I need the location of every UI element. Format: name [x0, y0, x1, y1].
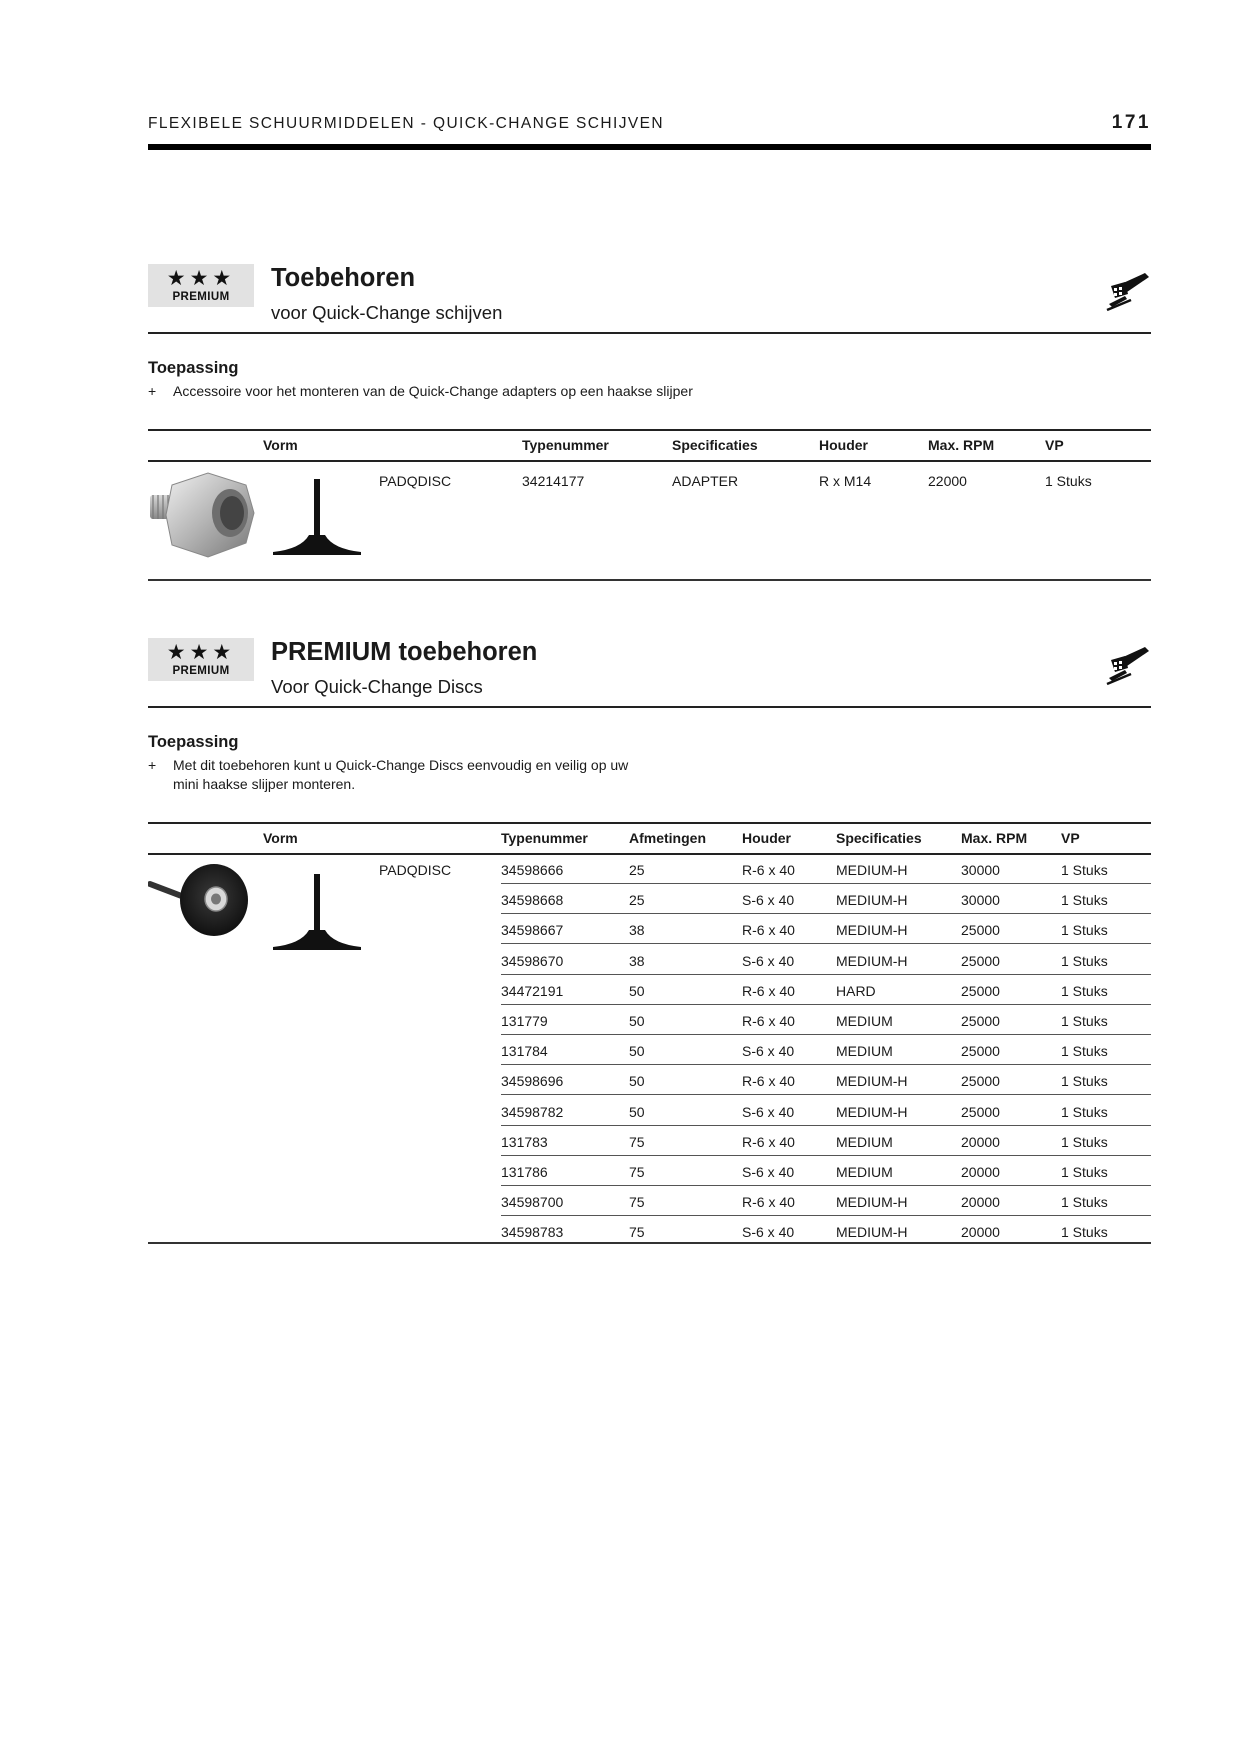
- cell-typenummer: 34214177: [522, 473, 585, 489]
- cell-afmetingen: 50: [629, 1073, 645, 1090]
- cell-specificaties: MEDIUM-H: [836, 1103, 908, 1120]
- section-rule: [148, 706, 1151, 708]
- cell-specificaties: MEDIUM: [836, 1013, 893, 1029]
- row-divider: [501, 1215, 1151, 1216]
- cell-vp: 1 Stuks: [1061, 1013, 1108, 1029]
- col-header-max-rpm: Max. RPM: [961, 830, 1028, 846]
- cell-vp: 1 Stuks: [1061, 1133, 1108, 1150]
- row-divider: [501, 883, 1151, 884]
- application-item: [148, 756, 643, 793]
- stars-icon: ★★★: [166, 266, 236, 290]
- cell-houder: S-6 x 40: [742, 892, 795, 909]
- application-text: Accessoire voor het monteren van de Quick-Change adapters op een haakse slijper: [173, 383, 693, 399]
- cell-afmetingen: 50: [629, 1013, 645, 1029]
- cell-vp: 1 Stuks: [1061, 1164, 1108, 1180]
- angle-grinder-icon: [1105, 270, 1151, 312]
- col-header-vp: VP: [1061, 830, 1080, 846]
- cell-houder: S-6 x 40: [742, 1103, 795, 1120]
- cell-afmetingen: 25: [629, 862, 645, 878]
- cell-houder: S-6 x 40: [742, 952, 795, 969]
- cell-specificaties: ADAPTER: [672, 473, 739, 489]
- cell-max-rpm: 20000: [961, 1224, 1000, 1241]
- cell-houder: R-6 x 40: [742, 1013, 795, 1029]
- cell-typenummer: 34598666: [501, 862, 564, 878]
- angle-grinder-icon: [1105, 644, 1151, 686]
- table-bottom-rule: [148, 1242, 1151, 1244]
- col-header-typenummer: Typenummer: [522, 437, 609, 453]
- cell-houder: R-6 x 40: [742, 1073, 795, 1090]
- cell-afmetingen: 75: [629, 1133, 645, 1150]
- stars-icon: ★★★: [166, 640, 236, 664]
- product-table-1: [148, 429, 1151, 581]
- col-header-houder: Houder: [819, 437, 868, 453]
- premium-badge: [148, 264, 254, 307]
- cell-houder: R x M14: [819, 473, 872, 489]
- col-header-vp: VP: [1045, 437, 1064, 453]
- row-divider: [501, 913, 1151, 914]
- table-top-rule: [148, 429, 1151, 431]
- cell-afmetingen: 50: [629, 1103, 645, 1120]
- cell-vp: 1 Stuks: [1061, 922, 1108, 939]
- premium-badge: [148, 638, 254, 681]
- cell-max-rpm: 20000: [961, 1194, 1000, 1211]
- col-header-afmetingen: Afmetingen: [629, 830, 706, 846]
- col-header-specificaties: Specificaties: [672, 437, 758, 453]
- application-heading: Toepassing: [148, 733, 239, 751]
- cell-houder: R-6 x 40: [742, 922, 795, 939]
- header-title: FLEXIBELE SCHUURMIDDELEN - QUICK-CHANGE SCHIJVEN: [148, 115, 664, 132]
- table-header-rule: [148, 460, 1151, 462]
- cell-specificaties: MEDIUM-H: [836, 922, 908, 939]
- product-table-2: [148, 822, 1151, 1252]
- cell-typenummer: 34598783: [501, 1224, 564, 1241]
- adapter-photo: [148, 465, 258, 565]
- cell-max-rpm: 25000: [961, 1103, 1000, 1120]
- cell-houder: S-6 x 40: [742, 1164, 795, 1180]
- cell-vp: 1 Stuks: [1045, 473, 1092, 489]
- row-divider: [501, 1185, 1151, 1186]
- cell-vp: 1 Stuks: [1061, 892, 1108, 909]
- cell-vp: 1 Stuks: [1061, 982, 1108, 999]
- application-heading: Toepassing: [148, 359, 239, 377]
- section-rule: [148, 332, 1151, 334]
- row-divider: [501, 1125, 1151, 1126]
- cell-vp: 1 Stuks: [1061, 1103, 1108, 1120]
- cell-max-rpm: 20000: [961, 1164, 1000, 1180]
- section-subtitle: Voor Quick-Change Discs: [271, 676, 483, 697]
- cell-typenummer: 34598700: [501, 1194, 564, 1211]
- cell-max-rpm: 25000: [961, 1073, 1000, 1090]
- table-top-rule: [148, 822, 1151, 824]
- cell-specificaties: MEDIUM-H: [836, 1073, 908, 1090]
- cell-houder: R-6 x 40: [742, 1133, 795, 1150]
- cell-specificaties: HARD: [836, 982, 876, 999]
- cell-afmetingen: 50: [629, 1043, 645, 1060]
- cell-max-rpm: 22000: [928, 473, 967, 489]
- row-divider: [501, 1064, 1151, 1065]
- cell-typenummer: 34598668: [501, 892, 564, 909]
- cell-typenummer: 131784: [501, 1043, 548, 1060]
- cell-specificaties: MEDIUM: [836, 1133, 893, 1150]
- cell-typenummer: 34472191: [501, 982, 564, 999]
- cell-afmetingen: 50: [629, 982, 645, 999]
- plus-bullet: +: [148, 757, 157, 773]
- cell-typenummer: 34598696: [501, 1073, 564, 1090]
- cell-max-rpm: 20000: [961, 1133, 1000, 1150]
- cell-houder: S-6 x 40: [742, 1043, 795, 1060]
- application-text: Met dit toebehoren kunt u Quick-Change Discs eenvoudig en veilig op uw mini haakse slijper monteren.: [173, 757, 629, 792]
- cell-typenummer: 131786: [501, 1164, 548, 1180]
- page-number: 171: [1111, 112, 1151, 133]
- header-rule: [148, 144, 1151, 150]
- plus-bullet: +: [148, 383, 157, 399]
- badge-label: PREMIUM: [172, 664, 230, 677]
- cell-houder: R-6 x 40: [742, 1194, 795, 1211]
- cell-vp: 1 Stuks: [1061, 1043, 1108, 1060]
- cell-afmetingen: 75: [629, 1224, 645, 1241]
- shape-profile-icon: [271, 874, 363, 950]
- cell-specificaties: MEDIUM: [836, 1164, 893, 1180]
- cell-specificaties: MEDIUM-H: [836, 892, 908, 909]
- cell-max-rpm: 25000: [961, 952, 1000, 969]
- col-header-vorm: Vorm: [263, 830, 298, 846]
- row-divider: [501, 1004, 1151, 1005]
- cell-max-rpm: 30000: [961, 892, 1000, 909]
- cell-vp: 1 Stuks: [1061, 1073, 1108, 1090]
- cell-vp: 1 Stuks: [1061, 1224, 1108, 1241]
- cell-afmetingen: 38: [629, 952, 645, 969]
- cell-specificaties: MEDIUM-H: [836, 1194, 908, 1211]
- cell-afmetingen: 75: [629, 1164, 645, 1180]
- cell-vp: 1 Stuks: [1061, 1194, 1108, 1211]
- shape-label: PADQDISC: [379, 862, 452, 878]
- cell-vp: 1 Stuks: [1061, 862, 1108, 878]
- disc-holder-photo: [148, 862, 252, 942]
- cell-max-rpm: 30000: [961, 862, 1000, 878]
- section-title: Toebehoren: [271, 264, 416, 292]
- col-header-max-rpm: Max. RPM: [928, 437, 995, 453]
- row-divider: [501, 1155, 1151, 1156]
- row-divider: [501, 943, 1151, 944]
- row-divider: [501, 1094, 1151, 1095]
- table-header-rule: [148, 853, 1151, 855]
- cell-specificaties: MEDIUM: [836, 1043, 893, 1060]
- shape-profile-icon: [271, 479, 363, 555]
- section-title: PREMIUM toebehoren: [271, 638, 538, 666]
- cell-max-rpm: 25000: [961, 922, 1000, 939]
- cell-typenummer: 34598670: [501, 952, 564, 969]
- cell-typenummer: 131779: [501, 1013, 548, 1029]
- application-item: [148, 382, 973, 401]
- row-divider: [501, 974, 1151, 975]
- cell-typenummer: 34598667: [501, 922, 564, 939]
- table-bottom-rule: [148, 579, 1151, 581]
- cell-houder: R-6 x 40: [742, 862, 795, 878]
- cell-vp: 1 Stuks: [1061, 952, 1108, 969]
- col-header-specificaties: Specificaties: [836, 830, 922, 846]
- col-header-typenummer: Typenummer: [501, 830, 588, 846]
- cell-specificaties: MEDIUM-H: [836, 862, 908, 878]
- cell-houder: S-6 x 40: [742, 1224, 795, 1241]
- cell-typenummer: 34598782: [501, 1103, 564, 1120]
- row-divider: [501, 1034, 1151, 1035]
- cell-max-rpm: 25000: [961, 1013, 1000, 1029]
- cell-afmetingen: 38: [629, 922, 645, 939]
- cell-houder: R-6 x 40: [742, 982, 795, 999]
- page-header: [148, 112, 1151, 134]
- badge-label: PREMIUM: [172, 290, 230, 303]
- col-header-vorm: Vorm: [263, 437, 298, 453]
- cell-specificaties: MEDIUM-H: [836, 1224, 908, 1241]
- section-subtitle: voor Quick-Change schijven: [271, 302, 503, 323]
- cell-afmetingen: 75: [629, 1194, 645, 1211]
- cell-typenummer: 131783: [501, 1133, 548, 1150]
- cell-max-rpm: 25000: [961, 982, 1000, 999]
- cell-specificaties: MEDIUM-H: [836, 952, 908, 969]
- shape-label: PADQDISC: [379, 473, 452, 489]
- cell-afmetingen: 25: [629, 892, 645, 909]
- cell-max-rpm: 25000: [961, 1043, 1000, 1060]
- col-header-houder: Houder: [742, 830, 791, 846]
